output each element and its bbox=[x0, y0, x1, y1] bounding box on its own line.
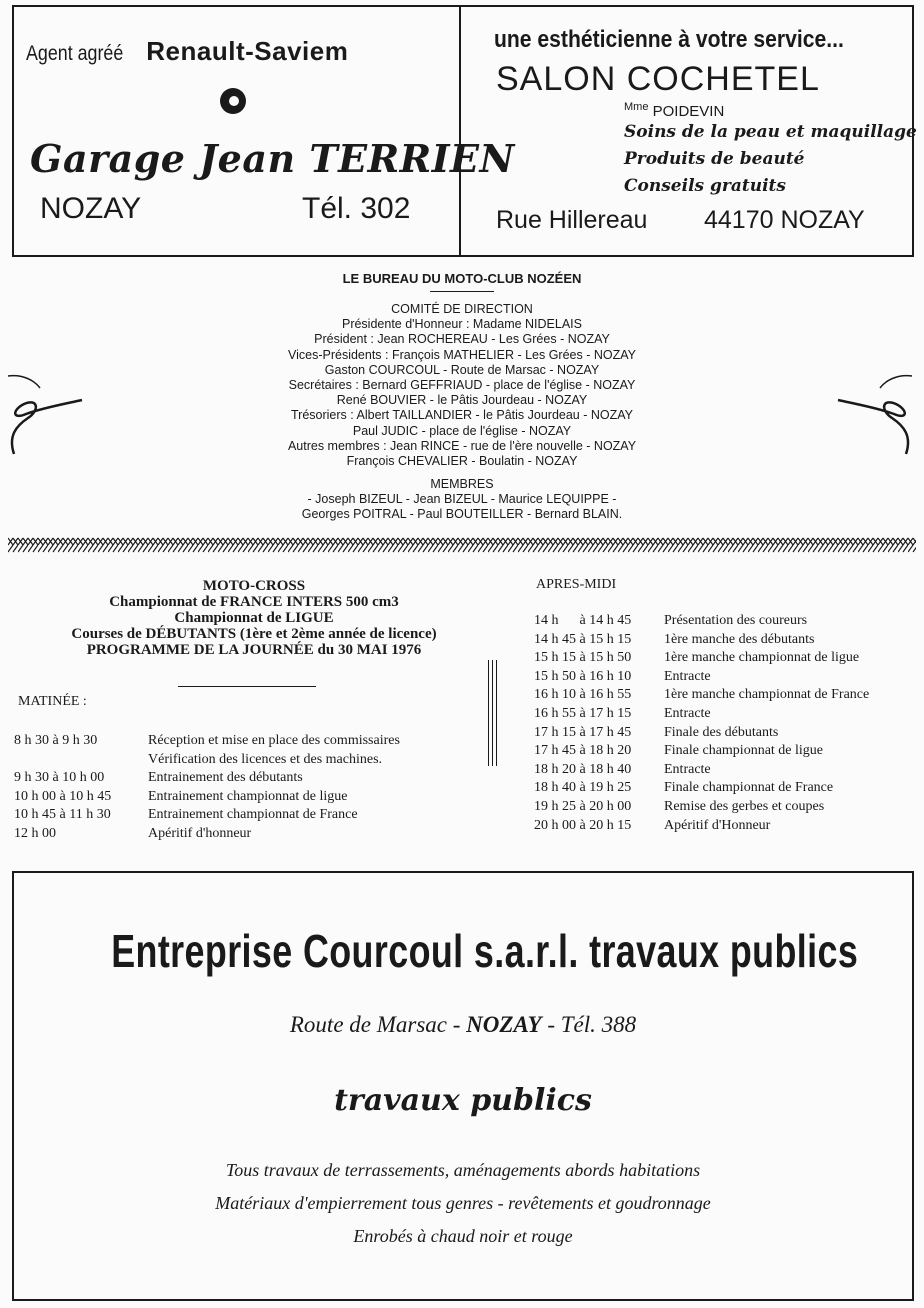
schedule-row bbox=[534, 686, 869, 705]
schedule-time: 14 h 45 à 15 h 15 bbox=[534, 631, 632, 647]
schedule-row bbox=[534, 649, 869, 668]
membres-line: Georges POITRAL - Paul BOUTEILLER - Bernard BLAIN. bbox=[301, 507, 623, 522]
heading-line: Championnat de LIGUE bbox=[174, 610, 334, 626]
salon-postal-city: 44170 NOZAY bbox=[704, 206, 865, 234]
bureau-line: Paul JUDIC - place de l'église - NOZAY bbox=[352, 423, 572, 438]
schedule-time: 16 h 55 à 17 h 15 bbox=[534, 705, 632, 721]
schedule-time: 17 h 45 à 18 h 20 bbox=[534, 743, 632, 759]
program-heading bbox=[4, 578, 504, 658]
salon-service: Produits de beauté bbox=[624, 149, 805, 169]
schedule-desc: Finale des débutants bbox=[664, 724, 779, 740]
schedule-time: 18 h 20 à 18 h 40 bbox=[534, 761, 632, 777]
schedule-desc: Remise des gerbes et coupes bbox=[664, 798, 825, 814]
schedule-time: 12 h 00 bbox=[14, 825, 56, 841]
owner-name: POIDEVIN bbox=[648, 103, 725, 120]
bureau-line: Gaston COURCOUL - Route de Marsac - NOZAY bbox=[324, 362, 600, 377]
bureau-list bbox=[0, 302, 924, 469]
afternoon-schedule bbox=[534, 612, 869, 835]
courcoul-route: Route de Marsac - bbox=[289, 1012, 467, 1037]
schedule-row bbox=[14, 732, 400, 751]
schedule-row bbox=[534, 798, 869, 817]
renault-logo-icon bbox=[220, 88, 246, 114]
schedule-time: 16 h 10 à 16 h 55 bbox=[534, 687, 632, 703]
garage-city: NOZAY bbox=[40, 192, 142, 225]
schedule-row bbox=[14, 825, 400, 844]
salon-name: SALON COCHETEL bbox=[496, 60, 820, 98]
vertical-rule bbox=[492, 660, 493, 766]
schedule-row bbox=[534, 742, 869, 761]
agent-prefix: Agent agréé bbox=[26, 42, 124, 65]
schedule-row bbox=[14, 751, 400, 770]
schedule-desc: Entrainement des débutants bbox=[148, 770, 303, 785]
courcoul-phone: - Tél. 388 bbox=[541, 1012, 637, 1037]
morning-label: MATINÉE : bbox=[18, 694, 87, 709]
schedule-desc: Finale championnat de ligue bbox=[664, 743, 824, 759]
schedule-desc: 1ère manche des débutants bbox=[664, 631, 815, 647]
schedule-desc: Apéritif d'Honneur bbox=[664, 817, 771, 833]
schedule-desc: Apéritif d'honneur bbox=[148, 825, 252, 841]
schedule-desc: Finale championnat de France bbox=[664, 780, 834, 796]
schedule-row bbox=[534, 705, 869, 724]
schedule-time: 9 h 30 à 10 h 00 bbox=[14, 770, 105, 785]
schedule-desc: Entrainement championnat de ligue bbox=[148, 788, 348, 804]
heading-line: Championnat de FRANCE INTERS 500 cm3 bbox=[109, 594, 399, 610]
schedule-time: 8 h 30 à 9 h 30 bbox=[14, 733, 98, 748]
schedule-row bbox=[534, 761, 869, 780]
schedule-desc: Présentation des coureurs bbox=[664, 613, 808, 628]
bureau-line: Secrétaires : Bernard GEFFRIAUD - place de l'église - NOZAY bbox=[288, 378, 636, 393]
schedule-time: 15 h 15 à 15 h 50 bbox=[534, 650, 632, 666]
membres-line: - Joseph BIZEUL - Jean BIZEUL - Maurice LEQUIPPE - bbox=[307, 492, 617, 507]
agent-line bbox=[26, 36, 348, 67]
schedule-desc: Entracte bbox=[664, 705, 711, 721]
flourish-left-icon bbox=[4, 370, 86, 460]
schedule-time: 19 h 25 à 20 h 00 bbox=[534, 798, 632, 814]
bureau-line: Trésoriers : Albert TAILLANDIER - le Pâtis Jourdeau - NOZAY bbox=[290, 408, 633, 423]
heading-line: MOTO-CROSS bbox=[202, 578, 306, 594]
schedule-desc: 1ère manche championnat de France bbox=[664, 687, 870, 703]
courcoul-address bbox=[12, 1012, 914, 1038]
divider bbox=[178, 686, 316, 687]
schedule-time: 18 h 40 à 19 h 25 bbox=[534, 780, 632, 796]
afternoon-label: APRES-MIDI bbox=[536, 577, 617, 592]
schedule-time: 20 h 00 à 20 h 15 bbox=[534, 817, 632, 833]
bureau-line: Présidente d'Honneur : Madame NIDELAIS bbox=[341, 317, 582, 332]
salon-street: Rue Hillereau bbox=[496, 206, 648, 234]
courcoul-line: Tous travaux de terrassements, aménagements abords habitations bbox=[225, 1160, 701, 1180]
heading-line: Courses de DÉBUTANTS (1ère et 2ème année de licence) bbox=[71, 626, 437, 642]
morning-schedule bbox=[14, 732, 400, 843]
flourish-right-icon bbox=[834, 370, 916, 460]
courcoul-city: NOZAY bbox=[466, 1012, 542, 1037]
schedule-time: 14 h à 14 h 45 bbox=[534, 613, 632, 628]
schedule-time: 10 h 00 à 10 h 45 bbox=[14, 788, 112, 804]
bureau-line: Président : Jean ROCHEREAU - Les Grées - NOZAY bbox=[314, 332, 610, 347]
schedule-row bbox=[534, 631, 869, 650]
bureau-line: Vices-Présidents : François MATHELIER - Les Grées - NOZAY bbox=[287, 347, 636, 362]
salon-tagline: une esthéticienne à votre service... bbox=[494, 26, 844, 53]
schedule-row bbox=[534, 779, 869, 798]
schedule-time: 10 h 45 à 11 h 30 bbox=[14, 807, 111, 822]
salon-owner bbox=[624, 101, 724, 120]
courcoul-line: Enrobés à chaud noir et rouge bbox=[353, 1226, 573, 1246]
divider bbox=[430, 291, 494, 292]
bureau-line: COMITÉ DE DIRECTION bbox=[391, 302, 533, 316]
schedule-desc: 1ère manche championnat de ligue bbox=[664, 650, 860, 666]
schedule-row bbox=[534, 817, 869, 836]
bureau-line: François CHEVALIER - Boulatin - NOZAY bbox=[346, 454, 578, 469]
schedule-time bbox=[14, 751, 148, 770]
schedule-desc: Entrainement championnat de France bbox=[148, 807, 358, 822]
schedule-desc: Réception et mise en place des commissaires bbox=[148, 733, 400, 748]
schedule-desc: Entracte bbox=[664, 668, 711, 684]
schedule-desc: Vérification des licences et des machines. bbox=[148, 751, 383, 767]
membres-title: MEMBRES bbox=[430, 477, 494, 491]
garage-phone: Tél. 302 bbox=[302, 192, 411, 225]
garage-name: Garage Jean TERRIEN bbox=[30, 136, 515, 181]
courcoul-line: Matériaux d'empierrement tous genres - revêtements et goudronnage bbox=[215, 1193, 711, 1213]
vertical-rule bbox=[488, 660, 489, 766]
courcoul-title: Entreprise Courcoul s.a.r.l. travaux publics bbox=[111, 925, 859, 977]
brand-name: Renault-Saviem bbox=[146, 36, 349, 66]
salon-service: Soins de la peau et maquillage bbox=[624, 122, 917, 142]
membres-block bbox=[0, 477, 924, 523]
courcoul-subtitle: travaux publics bbox=[334, 1083, 592, 1118]
zigzag-divider bbox=[8, 536, 916, 554]
bureau-title: LE BUREAU DU MOTO-CLUB NOZÉEN bbox=[342, 271, 582, 286]
schedule-row bbox=[534, 612, 869, 631]
schedule-time: 17 h 15 à 17 h 45 bbox=[534, 724, 632, 740]
schedule-row bbox=[14, 769, 400, 788]
bureau-line: Autres membres : Jean RINCE - rue de l'ère nouvelle - NOZAY bbox=[287, 438, 637, 453]
schedule-row bbox=[14, 806, 400, 825]
schedule-row bbox=[14, 788, 400, 807]
owner-prefix: Mme bbox=[624, 101, 649, 113]
schedule-time: 15 h 50 à 16 h 10 bbox=[534, 668, 632, 684]
salon-service: Conseils gratuits bbox=[624, 176, 786, 196]
heading-line: PROGRAMME DE LA JOURNÉE du 30 MAI 1976 bbox=[86, 642, 422, 658]
bureau-line: René BOUVIER - le Pâtis Jourdeau - NOZAY bbox=[336, 393, 588, 408]
schedule-desc: Entracte bbox=[664, 761, 711, 777]
schedule-row bbox=[534, 724, 869, 743]
vertical-rule bbox=[496, 660, 497, 766]
schedule-row bbox=[534, 668, 869, 687]
